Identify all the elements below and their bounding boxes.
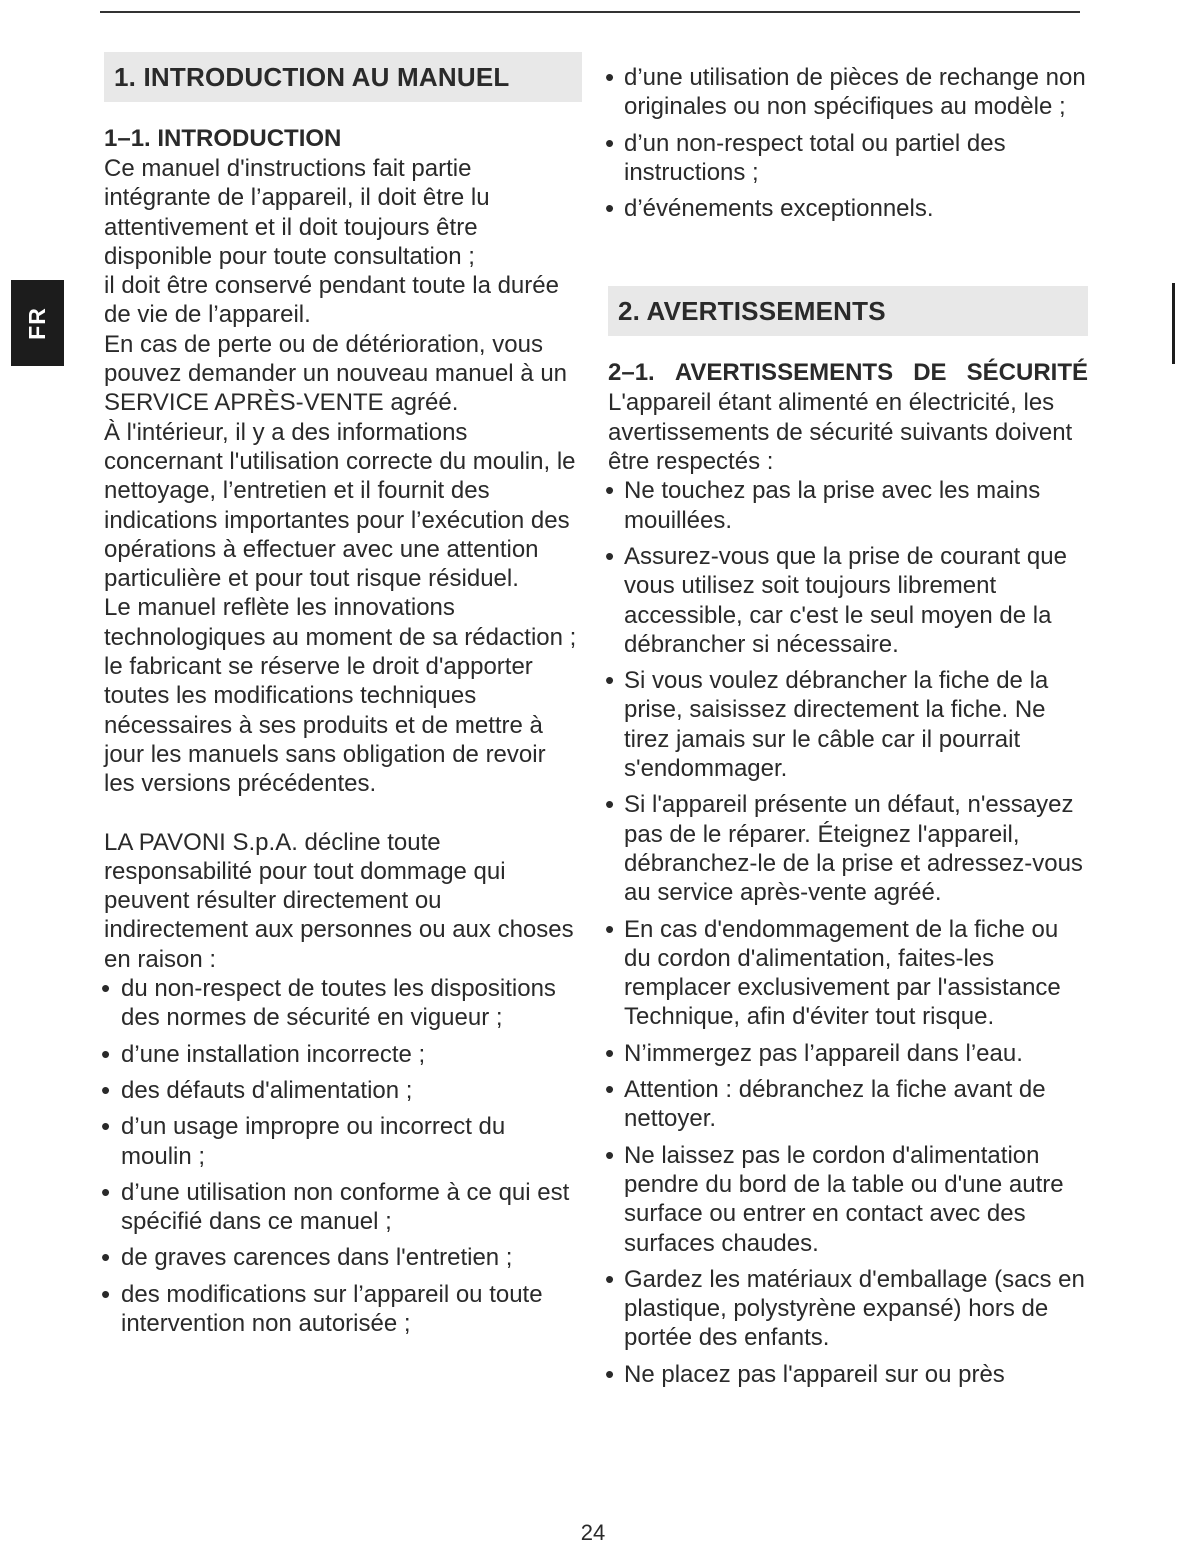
intro-paragraph-1: Ce manuel d'instructions fait partie intégrante de l’appareil, il doit être lu attentivement et il doit toujours être disponible pour toute consultation ; (104, 155, 490, 270)
subtitle-part: SÉCURITÉ (966, 359, 1088, 387)
intro-paragraph-2: il doit être conservé pendant toute la durée de vie de l’appareil. (104, 272, 559, 329)
list-item: • d’une utilisation de pièces de rechange non originales ou non spécifiques au modèle ; (608, 63, 1088, 122)
section1-subtitle: 1–1. INTRODUCTION (104, 125, 342, 152)
list-item: • Ne laissez pas le cordon d'alimentation pendre du bord de la table ou d'une autre surface ou entrer en contact avec des surfaces chaudes. (608, 1141, 1088, 1258)
list-item: • d’une installation incorrecte ; (104, 1040, 582, 1069)
section2-header (608, 286, 1088, 336)
page-number: 24 (580, 1520, 606, 1545)
left-column (104, 52, 582, 1345)
right-column (608, 52, 1088, 1396)
right-edge-marker (1172, 283, 1175, 364)
list-item: • Assurez-vous que la prise de courant que vous utilisez soit toujours librement accessible, car c'est le seul moyen de la débrancher si nécessaire. (608, 542, 1088, 659)
top-rule (100, 11, 1080, 13)
list-item: • Gardez les matériaux d'emballage (sacs en plastique, polystyrène expansé) hors de portée des enfants. (608, 1265, 1088, 1353)
safety-warnings-list (608, 476, 1088, 1389)
safety-intro: L'appareil étant alimenté en électricité, les avertissements de sécurité suivants doivent être respectés : (608, 389, 1073, 476)
list-item: • Ne touchez pas la prise avec les mains mouillées. (608, 476, 1088, 535)
section1-header (104, 52, 582, 102)
list-item: • des modifications sur l’appareil ou toute intervention non autorisée ; (104, 1280, 582, 1339)
intro-paragraph-4: À l'intérieur, il y a des informations concernant l'utilisation correcte du moulin, le nettoyage, l’entretien et il fournit des indications importantes pour l’exécution des opérations à effectuer avec une attention particulière et pour tout risque résiduel. (104, 418, 576, 593)
liability-list (104, 974, 582, 1338)
list-item: • d’un usage impropre ou incorrect du moulin ; (104, 1112, 582, 1171)
list-item: • Si vous voulez débrancher la fiche de la prise, saisissez directement la fiche. Ne tirez jamais sur le câble car il pourrait s'endommager. (608, 666, 1088, 783)
list-item: • Ne placez pas l'appareil sur ou près (608, 1360, 1088, 1389)
list-item: • N’immergez pas l’appareil dans l’eau. (608, 1039, 1088, 1068)
intro-paragraph-3: En cas de perte ou de détérioration, vous pouvez demander un nouveau manuel à un SERVICE APRÈS-VENTE agréé. (104, 330, 568, 417)
list-item: • de graves carences dans l'entretien ; (104, 1243, 582, 1272)
list-item: • des défauts d'alimentation ; (104, 1076, 582, 1105)
intro-paragraph-5: Le manuel reflète les innovations technologiques au moment de sa rédaction ; le fabricant se réserve le droit d'apporter toutes les modifications techniques nécessaires à ses produits et de mettre à jour les manuels sans obligation de revoir les versions précédentes. (104, 594, 577, 798)
list-item: • d’une utilisation non conforme à ce qui est spécifié dans ce manuel ; (104, 1178, 582, 1237)
section2-subtitle (608, 358, 1088, 388)
language-tab (11, 280, 64, 366)
liability-list-continued (608, 63, 1088, 223)
list-item: • Attention : débranchez la fiche avant de nettoyer. (608, 1075, 1088, 1134)
section1-title: 1. INTRODUCTION AU MANUEL (114, 61, 510, 92)
section-gap (608, 230, 1088, 286)
list-item: • du non-respect de toutes les dispositions des normes de sécurité en vigueur ; (104, 974, 582, 1033)
section2-title: 2. AVERTISSEMENTS (618, 295, 886, 326)
subtitle-part: AVERTISSEMENTS (674, 359, 894, 387)
list-item: • Si l'appareil présente un défaut, n'essayez pas de le réparer. Éteignez l'appareil, débranchez-le de la prise et adressez-vous au service après-vente agréé. (608, 790, 1088, 907)
subtitle-part: 2–1. (608, 359, 655, 387)
list-item: • d’un non-respect total ou partiel des instructions ; (608, 129, 1088, 188)
subtitle-part: DE (913, 359, 947, 387)
liability-intro: LA PAVONI S.p.A. décline toute responsabilité pour tout dommage qui peuvent résulter directement ou indirectement aux personnes ou aux choses en raison : (104, 828, 574, 973)
list-item: • d’événements exceptionnels. (608, 194, 1088, 223)
language-tab-label: FR (23, 306, 50, 340)
list-item: • En cas d'endommagement de la fiche ou du cordon d'alimentation, faites-les remplacer exclusivement par l'assistance Technique, afin d'éviter tout risque. (608, 915, 1088, 1032)
